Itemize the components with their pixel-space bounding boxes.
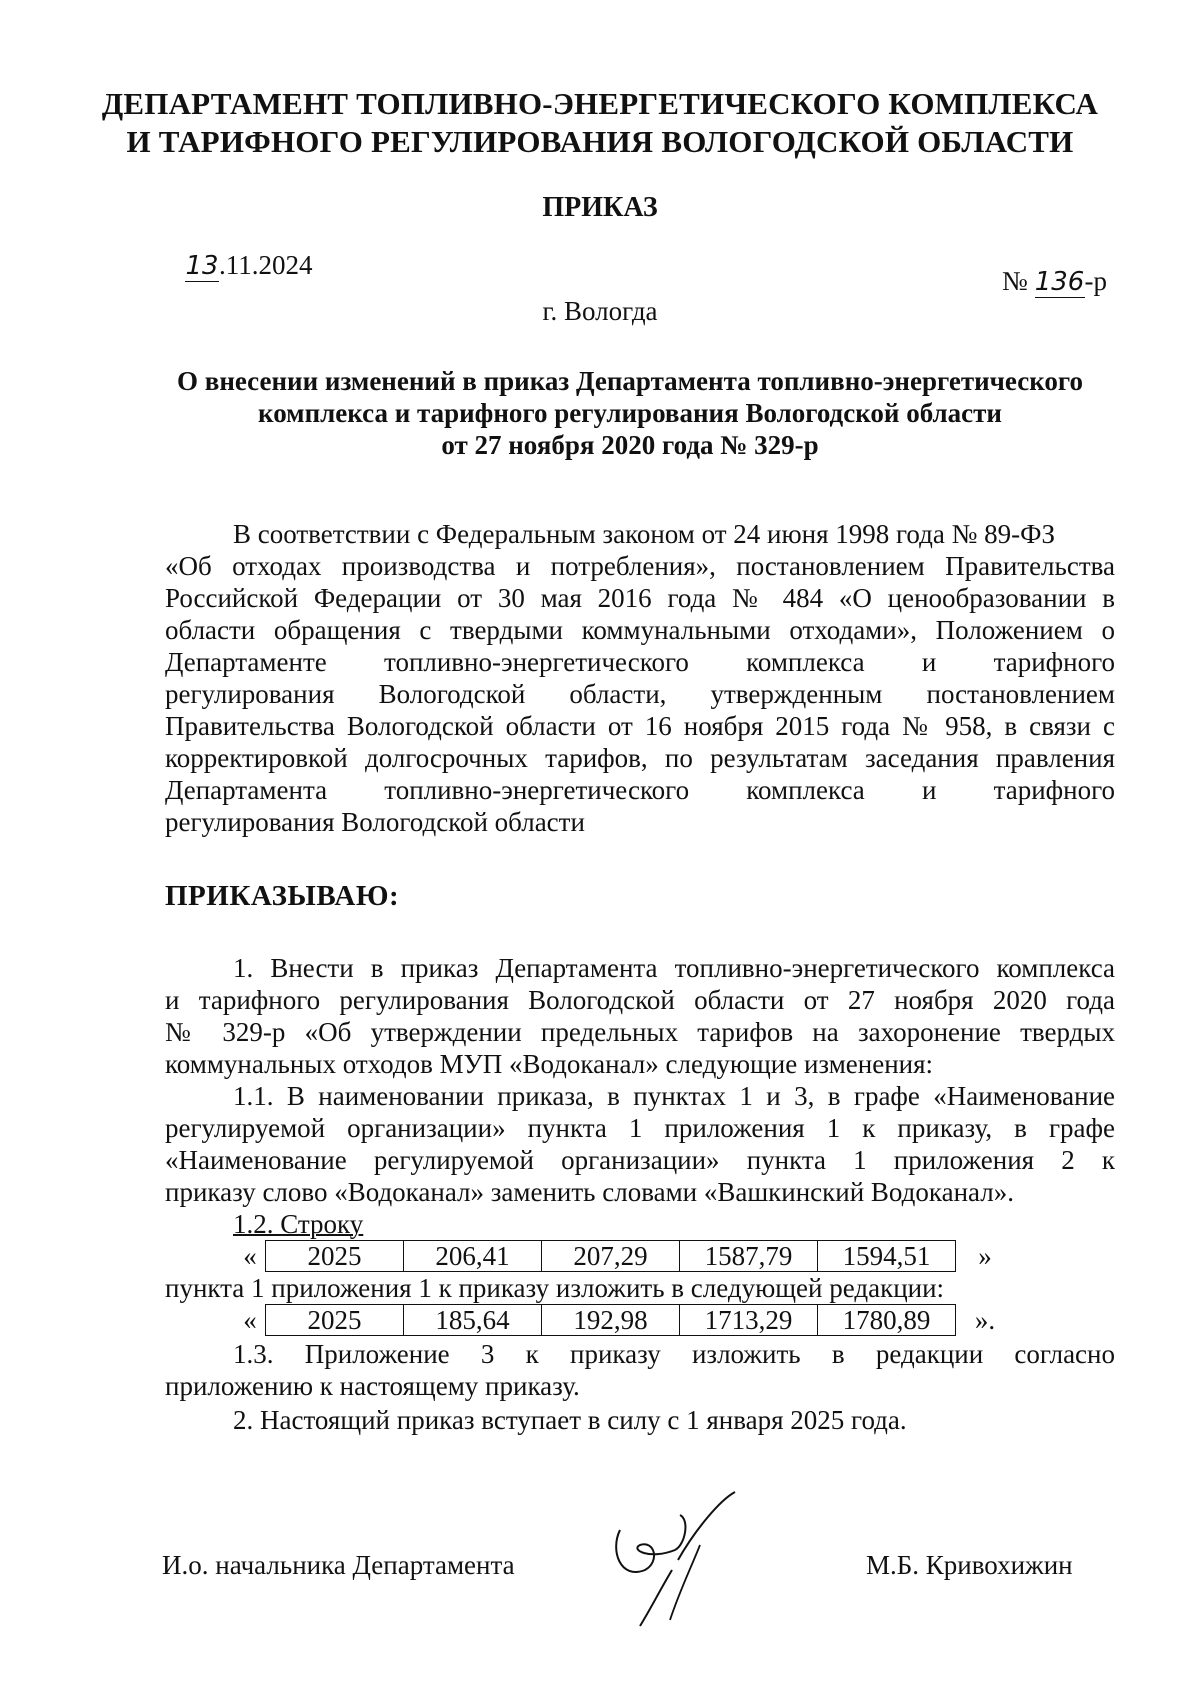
- city: г. Вологда: [542, 296, 658, 326]
- signatory-role: И.о. начальника Департамента: [162, 1550, 515, 1580]
- number-prefix: №: [1002, 266, 1028, 296]
- preamble-line: Российской Федерации от 30 мая 2016 года № 484 «О ценообразовании в: [165, 583, 1115, 613]
- subject-line-2: комплекса и тарифного регулирования Вологодской области: [258, 398, 1002, 428]
- item-2: [165, 1404, 1115, 1436]
- header-line-1: ДЕПАРТАМЕНТ ТОПЛИВНО-ЭНЕРГЕТИЧЕСКОГО КОМПЛЕКСА: [101, 86, 1099, 121]
- item-1-2-middle-text: пункта 1 приложения 1 к приказу изложить в следующей редакции:: [165, 1273, 945, 1303]
- item-1: [165, 952, 1115, 1080]
- signatory-name: М.Б. Кривохижин: [866, 1550, 1073, 1580]
- old-row-open-quote: «: [243, 1240, 257, 1271]
- item-1-2-middle: [165, 1272, 1115, 1304]
- new-row-close-quote: ».: [974, 1304, 996, 1335]
- header-line-2: И ТАРИФНОГО РЕГУЛИРОВАНИЯ ВОЛОГОДСКОЙ ОБЛАСТИ: [126, 124, 1074, 159]
- order-date: [185, 250, 313, 282]
- preamble: [165, 518, 1115, 838]
- handwritten-signature: [600, 1490, 750, 1635]
- decree-word: ПРИКАЗЫВАЮ:: [165, 880, 400, 912]
- new-row-cell: 192,98: [542, 1305, 680, 1335]
- old-row-cell: 206,41: [404, 1241, 542, 1271]
- item-1-line: № 329-р «Об утверждении предельных тарифов на захоронение твердых: [165, 1017, 1115, 1047]
- preamble-line: регулирования Вологодской области, утвержденным постановлением: [165, 679, 1115, 709]
- old-row-close-quote: »: [978, 1240, 992, 1271]
- old-row-line: [235, 1240, 1000, 1272]
- item-2-text: 2. Настоящий приказ вступает в силу с 1 января 2025 года.: [233, 1405, 907, 1435]
- preamble-line: Правительства Вологодской области от 16 ноября 2015 года № 958, в связи с: [165, 711, 1115, 741]
- preamble-line: корректировкой долгосрочных тарифов, по результатам заседания правления: [165, 743, 1115, 773]
- date-rest: .11.2024: [219, 250, 313, 280]
- old-row-cell-year: 2025: [266, 1241, 404, 1271]
- item-1-1: [165, 1080, 1115, 1208]
- new-row-line: [235, 1304, 1000, 1336]
- new-row-cell: 1713,29: [680, 1305, 818, 1335]
- item-1-1-line: регулируемой организации» пункта 1 приложения 1 к приказу, в графе: [165, 1113, 1115, 1143]
- preamble-line: Департаменте топливно-энергетического комплекса и тарифного: [165, 647, 1115, 677]
- item-1-2-label-text: 1.2. Строку: [233, 1209, 364, 1239]
- subject-line-1: О внесении изменений в приказ Департамента топливно-энергетического: [176, 366, 1083, 396]
- subject-line-3: от 27 ноября 2020 года № 329-р: [441, 430, 819, 460]
- date-day-handwritten: 13: [185, 251, 219, 281]
- item-1-line: и тарифного регулирования Вологодской области от 27 ноября 2020 года: [165, 985, 1115, 1015]
- new-row-open-quote: «: [243, 1304, 257, 1335]
- preamble-line: регулирования Вологодской области: [165, 807, 585, 837]
- item-1-1-line: приказу слово «Водоканал» заменить словами «Вашкинский Водоканал».: [165, 1177, 1014, 1207]
- number-handwritten: 136: [1034, 267, 1085, 297]
- item-1-2-label: [233, 1208, 533, 1240]
- new-row-cell-year: 2025: [266, 1305, 404, 1335]
- preamble-line: «Об отходах производства и потребления», постановлением Правительства: [165, 551, 1115, 581]
- new-row-cell: 1780,89: [842, 1305, 931, 1335]
- item-1-1-line: 1.1. В наименовании приказа, в пунктах 1 и 3, в графе «Наименование: [233, 1081, 1115, 1111]
- item-1-1-line: «Наименование регулируемой организации» пункта 1 приложения 2 к: [165, 1145, 1115, 1175]
- item-1-3-line: 1.3. Приложение 3 к приказу изложить в редакции согласно: [233, 1339, 1115, 1369]
- new-row-table: [265, 1304, 956, 1336]
- item-1-line: коммунальных отходов МУП «Водоканал» следующие изменения:: [165, 1049, 934, 1079]
- old-row-cell: 207,29: [542, 1241, 680, 1271]
- order-title: ПРИКАЗ: [542, 192, 658, 223]
- preamble-line: области обращения с твердыми коммунальными отходами», Положением о: [165, 615, 1115, 645]
- number-suffix: -р: [1084, 266, 1108, 296]
- old-row-cell: 1587,79: [680, 1241, 818, 1271]
- signature-drawing: [600, 1490, 750, 1630]
- preamble-line: Департамента топливно-энергетического комплекса и тарифного: [165, 775, 1115, 805]
- preamble-line: В соответствии с Федеральным законом от 24 июня 1998 года № 89-ФЗ: [233, 519, 1055, 549]
- item-1-3: [165, 1338, 1115, 1402]
- old-row-table: [265, 1240, 956, 1272]
- item-1-line: 1. Внести в приказ Департамента топливно-энергетического комплекса: [233, 953, 1115, 983]
- old-row-cell: 1594,51: [842, 1241, 931, 1271]
- order-number: [1002, 266, 1107, 298]
- item-1-3-line: приложению к настоящему приказу.: [165, 1371, 580, 1401]
- new-row-cell: 185,64: [404, 1305, 542, 1335]
